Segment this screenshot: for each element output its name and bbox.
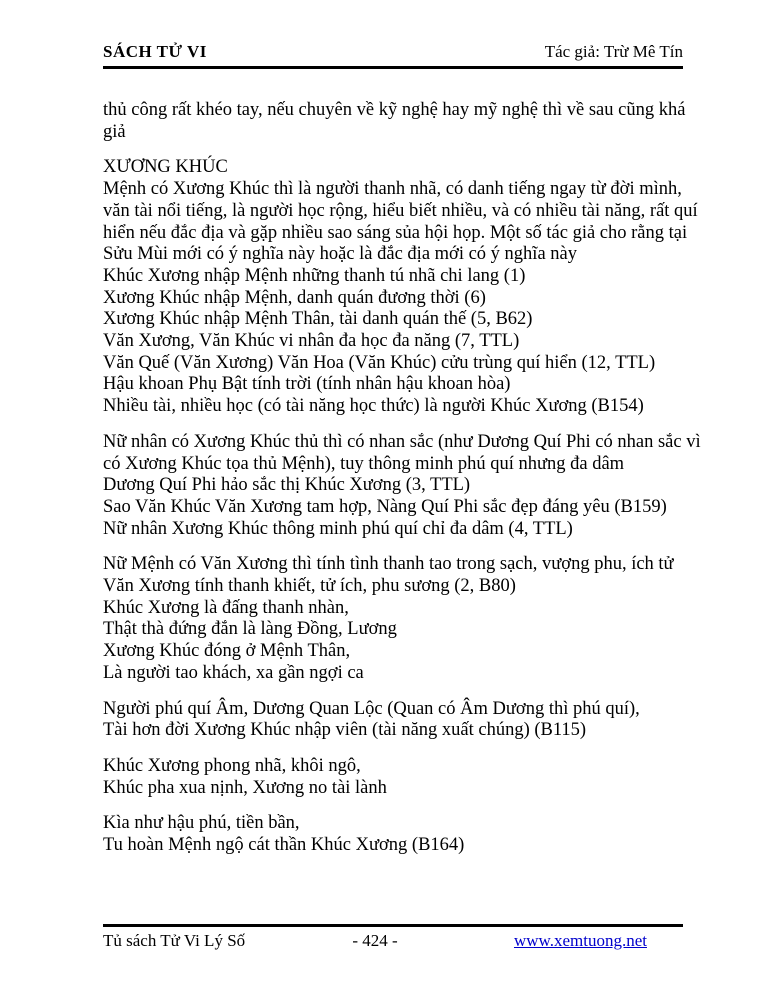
text-line: Tu hoàn Mệnh ngộ cát thần Khúc Xương (B164) [103,835,465,856]
text-line: Mệnh có Xương Khúc thì là người thanh nhã, có danh tiếng ngay từ đời mình, [103,179,682,200]
text-line: Thật thà đứng đắn là làng Đồng, Lương [103,619,397,640]
paragraph-nu-menh [103,554,725,684]
text-line: Xương Khúc nhập Mệnh, danh quán đương thời (6) [103,287,486,308]
text-line: giả [103,121,126,142]
text-line: Văn Quế (Văn Xương) Văn Hoa (Văn Khúc) cửu trùng quí hiển (12, TTL) [103,352,656,373]
text-line: Nữ Mệnh có Văn Xương thì tính tình thanh tao trong sạch, vượng phu, ích tử [103,554,674,575]
text-line: Sửu Mùi mới có ý nghĩa này hoặc là đắc địa mới có ý nghĩa này [103,244,577,265]
text-line: Nữ nhân có Xương Khúc thủ thì có nhan sắc (như Dương Quí Phi có nhan sắc vì [103,431,701,452]
text-line: Văn Xương, Văn Khúc vi nhân đa học đa năng (7, TTL) [103,331,520,352]
footer-rule [103,924,683,927]
text-line: Dương Quí Phi hảo sắc thị Khúc Xương (3, TTL) [103,475,471,496]
header-book-title: SÁCH TỬ VI [103,42,207,61]
paragraph-nu-nhan [103,432,725,541]
section-xuong-khuc [103,157,725,417]
paragraph-phu-qui [103,699,725,742]
text-line: Tài hơn đời Xương Khúc nhập viên (tài năng xuất chúng) (B115) [103,720,587,741]
text-line: hiển nếu đắc địa và gặp nhiều sao sáng sủa hội họp. Một số tác giả cho rằng tại [103,222,688,243]
text-line: Khúc Xương phong nhã, khôi ngô, [103,755,361,776]
text-line: Xương Khúc đóng ở Mệnh Thân, [103,641,351,662]
text-line: Người phú quí Âm, Dương Quan Lộc (Quan có Âm Dương thì phú quí), [103,698,640,719]
paragraph-hau-phu [103,813,725,856]
text-line: Hậu khoan Phụ Bật tính trời (tính nhân hậu khoan hòa) [103,374,511,395]
header-rule [103,66,683,69]
text-line: Nữ nhân Xương Khúc thông minh phú quí chỉ đa dâm (4, TTL) [103,518,573,539]
paragraph-intro-continuation [103,100,725,143]
page-header [103,42,683,62]
text-line: Văn Xương tính thanh khiết, tử ích, phu sương (2, B80) [103,576,516,597]
text-line: Khúc Xương nhập Mệnh những thanh tú nhã chi lang (1) [103,265,526,286]
text-line: Sao Văn Khúc Văn Xương tam hợp, Nàng Quí Phi sắc đẹp đáng yêu (B159) [103,496,667,517]
header-author: Tác giả: Trừ Mê Tín [544,42,683,61]
footer-series-title: Tủ sách Tử Vi Lý Số [103,931,246,950]
footer-website-link[interactable]: www.xemtuong.net [513,931,647,950]
footer-page-number: - 424 - [352,931,398,950]
page-footer [103,930,683,952]
page-body [103,100,725,857]
text-line: Xương Khúc nhập Mệnh Thân, tài danh quán thế (5, B62) [103,309,533,330]
text-line: Khúc Xương là đấng thanh nhàn, [103,597,349,618]
section-heading: XƯƠNG KHÚC [103,157,228,178]
text-line: có Xương Khúc tọa thủ Mệnh), tuy thông minh phú quí nhưng đa dâm [103,453,625,474]
text-line: Kìa như hậu phú, tiền bần, [103,813,300,834]
text-line: thủ công rất khéo tay, nếu chuyên về kỹ nghệ hay mỹ nghệ thì về sau cũng khá [103,100,686,120]
text-line: Là người tao khách, xa gần ngợi ca [103,662,364,683]
paragraph-phong-nha [103,756,725,799]
text-line: Khúc pha xua nịnh, Xương no tài lành [103,777,387,798]
text-line: văn tài nổi tiếng, là người học rộng, hiểu biết nhiều, và có nhiều tài năng, rất quí [103,200,698,221]
text-line: Nhiều tài, nhiều học (có tài năng học thức) là người Khúc Xương (B154) [103,396,644,417]
